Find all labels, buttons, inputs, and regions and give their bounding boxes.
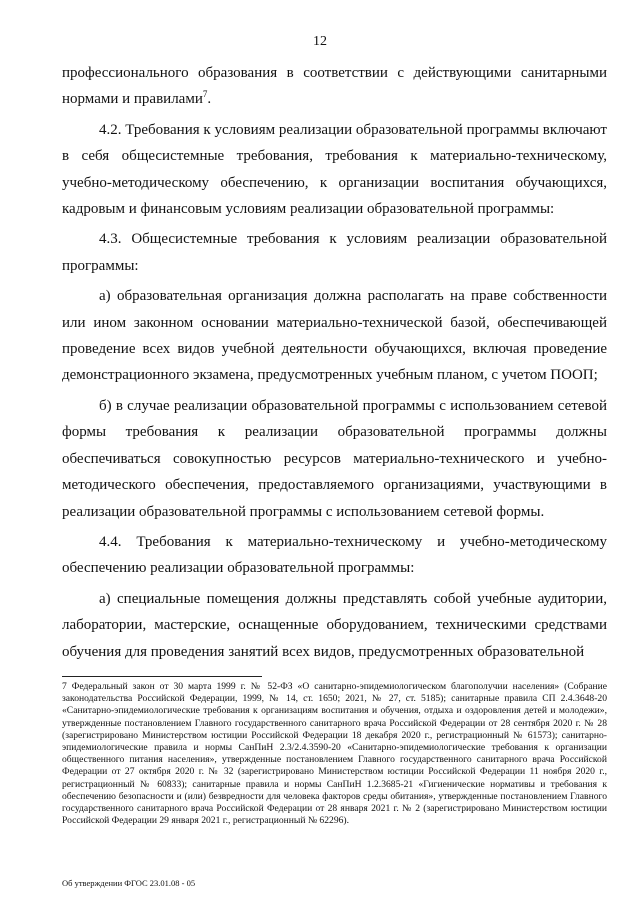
paragraph-4-4-a: а) специальные помещения должны представлять собой учебные аудитории, лаборатории, мастерские, оснащенные оборудованием, техническими средствами обучения для проведения занятий всех видов, предусмотренных образовательной (62, 590, 607, 660)
paragraph-4-3-b: б) в случае реализации образовательной программы с использованием сетевой формы требования к реализации образовательной программы должны обеспечиваться совокупностью ресурсов материально-технического и учебно-методического обеспечения, предоставляемого организациями, участвующими в реализации образовательной программы с использованием сетевой формы. (62, 397, 607, 520)
footnote-ref: 7 (202, 89, 208, 100)
paragraph-4-4: 4.4. Требования к материально-техническому и учебно-методическому обеспечению реализации образовательной программы: (62, 533, 607, 577)
footnote: 7 Федеральный закон от 30 марта 1999 г. № 52-ФЗ «О санитарно-эпидемиологическом благополучии населения» (Собрание законодательства Российской Федерации, 1999, № 14, ст. 1650; 2021, № 27, ст. 5185); санитарные правила СП 2.4.3648-20 «Санитарно-эпидемиологические требования к организациям воспитания и обучения, отдыха и оздоровления детей и молодежи», утвержденные постановлением Главного государственного санитарного врача Российской Федерации от 28 сентября 2020 г. № 28 (зарегистрировано Министерством юстиции Российской Федерации 18 декабря 2020 г., регистрационный № 61573); санитарно-эпидемиологические правила и нормы СанПиН 2.3/2.4.3590-20 «Санитарно-эпидемиологические требования к организации общественного питания населения», утвержденные постановлением Главного государственного санитарного врача Российской Федерации от 27 октября 2020 г. № 32 (зарегистрировано Министерством юстиции Российской Федерации 11 ноября 2020 г., регистрационный № 60833); санитарные правила и нормы СанПиН 1.2.3685-21 «Гигиенические нормативы и требования к обеспечению безопасности и (или) безвредности для человека факторов среды обитания», утвержденные постановлением Главного государственного санитарного врача Российской Федерации от 28 января 2021 г. № 2 (зарегистрировано Министерством юстиции Российской Федерации 29 января 2021 г., регистрационный № 62296). (62, 681, 607, 827)
page-number: 12 (313, 34, 327, 49)
page-footer: Об утверждении ФГОС 23.01.08 - 05 (62, 878, 196, 888)
paragraph-end-punct: . (207, 91, 212, 108)
paragraph-4-2: 4.2. Требования к условиям реализации образовательной программы включают в себя общесистемные требования, требования к материально-техническому, учебно-методическому обеспечению, к организации воспитания обучающихся, кадровым и финансовым условиям реализации образовательной программы: (62, 121, 607, 218)
paragraph-4-3: 4.3. Общесистемные требования к условиям реализации образовательной программы: (62, 231, 607, 274)
paragraph-continuation (62, 60, 607, 113)
footnote-divider (62, 676, 262, 677)
body-text (62, 60, 607, 665)
paragraph-4-3-a: а) образовательная организация должна располагать на праве собственности или ином законном основании материально-технической базой, обеспечивающей проведение всех видов учебной деятельности обучающихся, включая проведение демонстрационного экзамена, предусмотренных учебным планом, с учетом ПООП; (62, 288, 607, 384)
paragraph-text: профессионального образования в соответствии с действующими санитарными нормами и правилами (62, 65, 607, 108)
